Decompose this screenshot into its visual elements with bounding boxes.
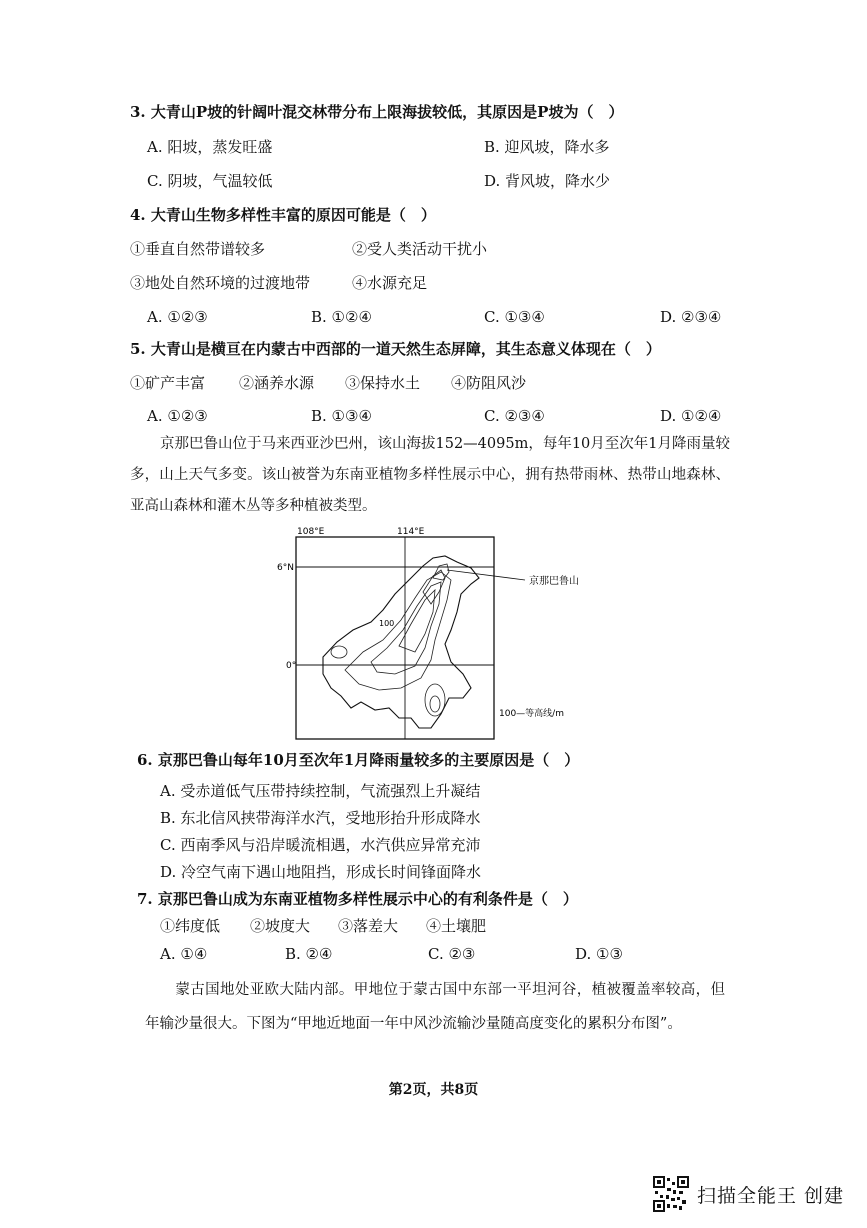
q4-item-3: ③地处自然环境的过渡地带 [130,274,311,292]
q4-option-b: B. ①②④ [311,308,372,326]
q6-option-d: D. 冷空气南下遇山地阻挡，形成长时间锋面降水 [160,863,482,881]
contour-hill-south-inner [430,696,440,712]
q6-stem: 6. 京那巴鲁山每年10月至次年1月降雨量较多的主要原因是（ ） [137,751,580,769]
lon-label-114e: 114°E [397,527,425,537]
q4-stem: 4. 大青山生物多样性丰富的原因可能是（ ） [130,206,436,224]
peak-leader-line [447,570,525,580]
q7-item-3: ③落差大 [338,917,399,935]
page-footer: 第2页，共8页 [388,1082,479,1098]
q3-option-d: D. 背风坡，降水少 [484,172,611,190]
q7-item-4: ④土壤肥 [426,917,487,935]
contour-hill-south [425,684,445,716]
q6-option-c: C. 西南季风与沿岸暖流相遇，水汽供应异常充沛 [160,836,481,854]
lat-label-0: 0° [286,661,297,671]
q3-stem: 3. 大青山P坡的针阔叶混交林带分布上限海拔较低，其原因是P坡为（ ） [130,103,624,121]
passage-kinabalu [130,429,730,522]
scanner-watermark [653,1174,844,1214]
contour-value-label: 100 [379,619,395,628]
q7-stem: 7. 京那巴鲁山成为东南亚植物多样性展示中心的有利条件是（ ） [137,890,578,908]
contour-hill-west [331,646,347,658]
q4-option-a: A. ①②③ [147,308,208,326]
q7-option-d: D. ①③ [575,945,623,963]
q7-option-c: C. ②③ [428,945,476,963]
lon-label-108e: 108°E [297,527,325,537]
qr-code-icon [653,1176,689,1212]
q6-option-a: A. 受赤道低气压带持续控制，气流强烈上升凝结 [160,782,481,800]
q5-item-3: ③保持水土 [345,374,421,392]
lat-label-6n: 6°N [277,563,294,573]
q5-option-c: C. ②③④ [484,407,545,425]
kinabalu-contour-map [275,522,595,742]
q5-item-1: ①矿产丰富 [130,374,206,392]
q4-item-2: ②受人类活动干扰小 [352,240,488,258]
q4-option-d: D. ②③④ [660,308,722,326]
peak-label: 京那巴鲁山 [529,576,579,587]
q3-option-a: A. 阳坡，蒸发旺盛 [147,138,273,156]
q5-option-b: B. ①③④ [311,407,372,425]
q6-option-b: B. 东北信风挟带海洋水汽，受地形抬升形成降水 [160,809,481,827]
q7-option-b: B. ②④ [285,945,333,963]
scanner-text: 扫描全能王 创建 [697,1184,845,1207]
q4-item-4: ④水源充足 [352,274,428,292]
q4-item-1: ①垂直自然带谱较多 [130,240,266,258]
q7-item-1: ①纬度低 [160,917,221,935]
q5-option-a: A. ①②③ [147,407,208,425]
contour-line-3 [399,590,435,652]
passage-mongolia-text: 蒙古国地处亚欧大陆内部。甲地位于蒙古国中东部一平坦河谷，植被覆盖率较高，但年输沙量很大。下图为“甲地近地面一年中风沙流输沙量随高度变化的累积分布图”。 [145,982,725,1032]
q5-stem: 5. 大青山是横亘在内蒙古中西部的一道天然生态屏障，其生态意义体现在（ ） [130,340,661,358]
q3-option-b: B. 迎风坡，降水多 [484,138,610,156]
q5-option-d: D. ①②④ [660,407,722,425]
q3-option-c: C. 阴坡，气温较低 [147,172,273,190]
passage-mongolia [145,973,725,1041]
q5-item-2: ②涵养水源 [239,374,315,392]
q7-option-a: A. ①④ [160,945,208,963]
q5-item-4: ④防阻风沙 [451,374,527,392]
q4-option-c: C. ①③④ [484,308,545,326]
contour-legend: 100—等高线/m [499,709,564,719]
q7-item-2: ②坡度大 [250,917,311,935]
passage-kinabalu-text: 京那巴鲁山位于马来西亚沙巴州，该山海拔152—4095m，每年10月至次年1月降雨量较多，山上天气多变。该山被誉为东南亚植物多样性展示中心，拥有热带雨林、热带山地森林、亚高山森林和灌木丛等多种植被类型。 [130,436,731,514]
